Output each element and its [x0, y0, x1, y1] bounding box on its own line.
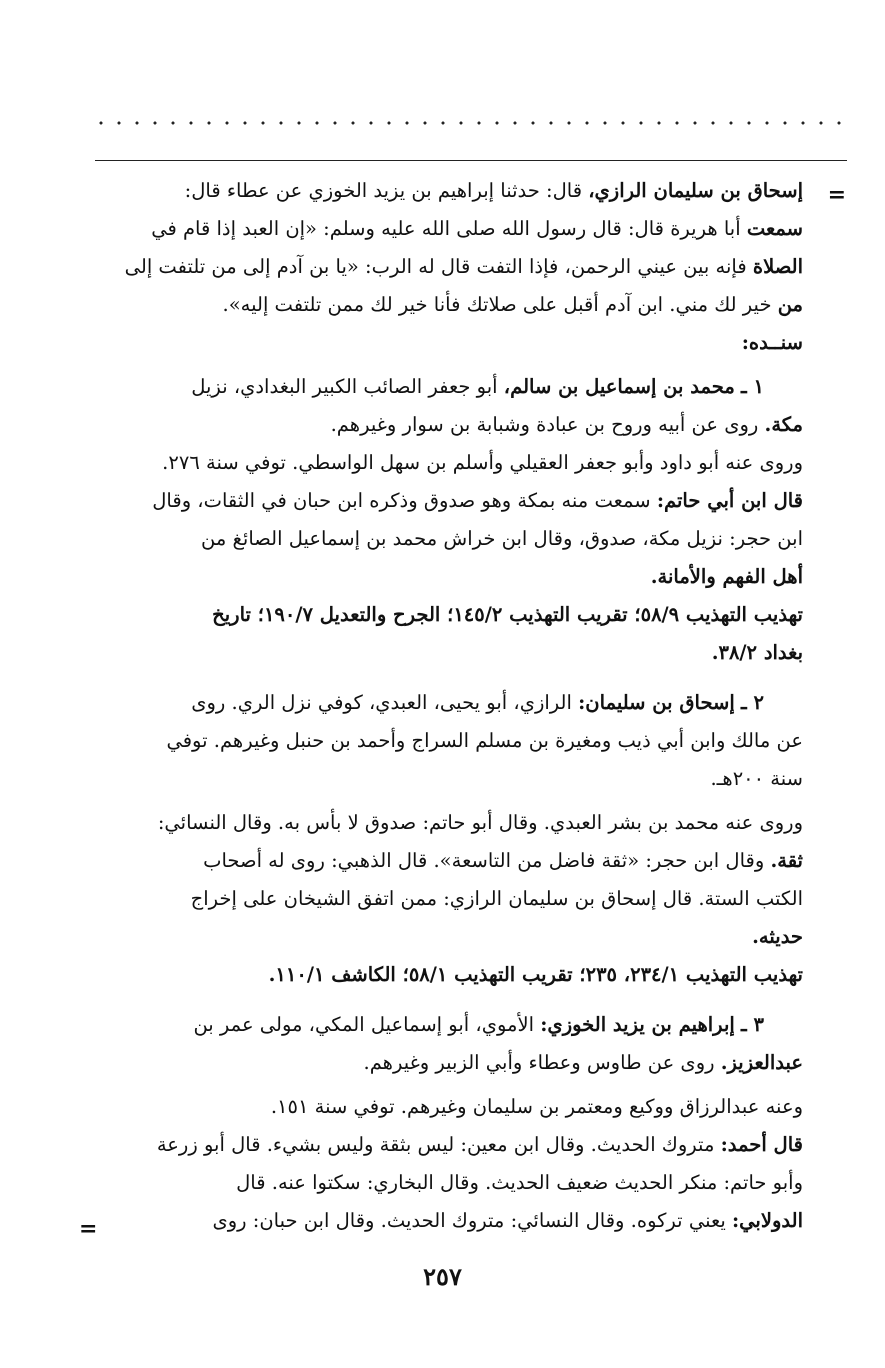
hadith-line: سمعت أبا هريرة قال: قال رسول الله صلى الله عليه وسلم: «إن العبد إذا قام في	[151, 217, 803, 240]
narrator-1-reference: بغداد ٣٨/٢.	[711, 641, 803, 664]
hadith-line: الصلاة فإنه بين عيني الرحمن، فإذا التفت قال له الرب: «يا بن آدم إلى من تلتفت إلى	[124, 255, 803, 278]
narrator-1-reference: تهذيب التهذيب ٥٨/٩؛ تقريب التهذيب ١٤٥/٢؛ الجرح والتعديل ١٩٠/٧؛ تاريخ	[212, 603, 803, 626]
hadith-line: من خير لك مني. ابن آدم أقبل على صلاتك فأنا خير لك ممن تلتفت إليه».	[222, 293, 803, 316]
narrator-3-line: عبدالعزيز. روى عن طاوس وعطاء وأبي الزبير وغيرهم.	[363, 1051, 803, 1074]
narrator-3-line: وعنه عبدالرزاق ووكيع ومعتمر بن سليمان وغيرهم. توفي سنة ١٥١.	[270, 1095, 803, 1118]
narrator-2-line: سنة ٢٠٠هـ.	[710, 767, 803, 790]
footnote-rule	[95, 160, 847, 161]
page-number: ٢٥٧	[423, 1262, 462, 1291]
narrator-1-line: قال ابن أبي حاتم: سمعت منه بمكة وهو صدوق وذكره ابن حبان في الثقات، وقال	[152, 489, 803, 512]
narrator-2-line: ثقة. وقال ابن حجر: «ثقة فاضل من التاسعة». قال الذهبي: روى له أصحاب	[203, 849, 803, 872]
narrator-3-title: ٣ ـ إبراهيم بن يزيد الخوزي: الأموي، أبو إسماعيل المكي، مولى عمر بن	[193, 1013, 764, 1036]
dotted-separator	[92, 118, 847, 128]
footnote-text	[101, 172, 803, 1240]
hadith-line: إسحاق بن سليمان الرازي، قال: حدثنا إبراهيم بن يزيد الخوزي عن عطاء قال:	[184, 179, 803, 202]
narrator-1-line: مكة. روى عن أبيه وروح بن عبادة وشبابة بن سوار وغيرهم.	[330, 413, 803, 436]
narrator-2-line: الكتب الستة. قال إسحاق بن سليمان الرازي: ممن اتفق الشيخان على إخراج	[190, 887, 803, 910]
narrator-1-line: ابن حجر: نزيل مكة، صدوق، وقال ابن خراش محمد بن إسماعيل الصائغ من	[201, 527, 803, 550]
narrator-1-line: وروى عنه أبو داود وأبو جعفر العقيلي وأسلم بن سهل الواسطي. توفي سنة ٢٧٦.	[162, 451, 803, 474]
continuation-mark-bottom: =	[79, 1216, 98, 1242]
narrator-3-line: وأبو حاتم: منكر الحديث ضعيف الحديث. وقال البخاري: سكتوا عنه. قال	[236, 1171, 803, 1194]
narrator-2-line: حديثه.	[752, 925, 803, 948]
continuation-mark-top: =	[827, 182, 846, 208]
narrator-2-reference: تهذيب التهذيب ٢٣٤/١، ٢٣٥؛ تقريب التهذيب ٥٨/١؛ الكاشف ١١٠/١.	[268, 963, 803, 986]
narrator-3-line: الدولابي: يعني تركوه. وقال النسائي: متروك الحديث. وقال ابن حبان: روى	[212, 1209, 803, 1232]
narrator-1-title: ١ ـ محمد بن إسماعيل بن سالم، أبو جعفر الصائب الكبير البغدادي، نزيل	[191, 375, 764, 398]
sanad-heading: سنــده:	[741, 331, 803, 354]
narrator-2-line: وروى عنه محمد بن بشر العبدي. وقال أبو حاتم: صدوق لا بأس به. وقال النسائي:	[157, 811, 803, 834]
narrator-3-line: قال أحمد: متروك الحديث. وقال ابن معين: ليس بثقة وليس بشيء. قال أبو زرعة	[156, 1133, 803, 1156]
narrator-2-title: ٢ ـ إسحاق بن سليمان: الرازي، أبو يحيى، العبدي، كوفي نزل الري. روى	[191, 691, 764, 714]
narrator-1-line: أهل الفهم والأمانة.	[650, 565, 803, 588]
narrator-2-line: عن مالك وابن أبي ذيب ومغيرة بن مسلم السراج وأحمد بن حنبل وغيرهم. توفي	[166, 729, 803, 752]
